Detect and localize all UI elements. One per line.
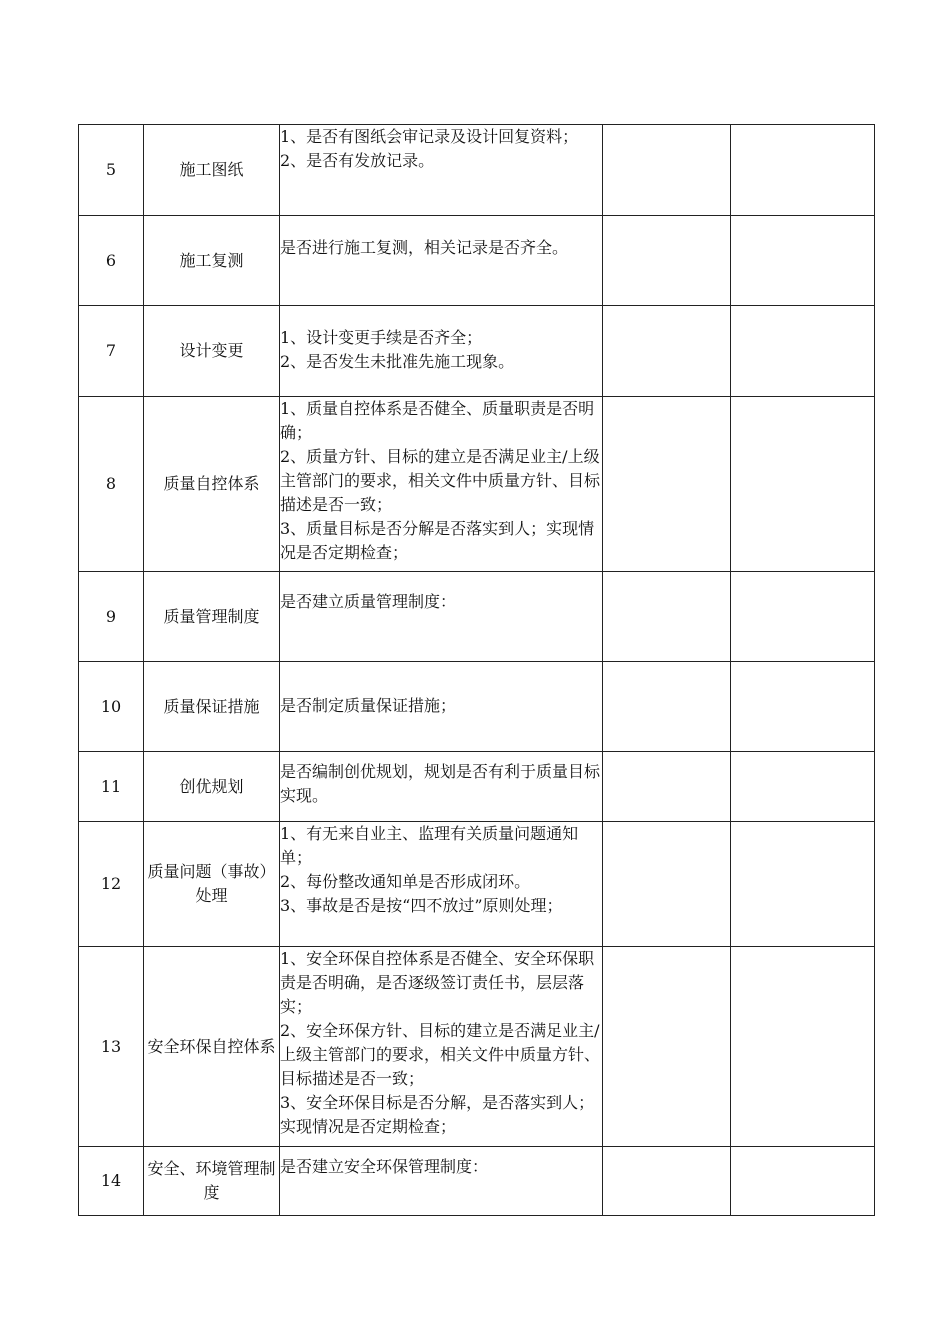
- blank-cell: [603, 216, 731, 306]
- content-line: 1、安全环保自控体系是否健全、安全环保职责是否明确，是否逐级签订责任书，层层落实；: [280, 949, 595, 1016]
- blank-cell: [731, 572, 875, 662]
- table-row: [79, 1147, 875, 1216]
- blank-cell: [603, 306, 731, 397]
- row-item-label: 质量自控体系: [163, 474, 260, 493]
- blank-cell: [731, 216, 875, 306]
- row-item-label: 设计变更: [179, 341, 244, 360]
- content-line: 2、安全环保方针、目标的建立是否满足业主/上级主管部门的要求，相关文件中质量方针、目标描述是否一致；: [280, 1021, 601, 1088]
- row-number: 10: [79, 662, 144, 752]
- row-item-label: 创优规划: [179, 776, 244, 796]
- row-item: [144, 306, 280, 397]
- row-number: 11: [79, 752, 144, 822]
- row-content: [280, 1147, 603, 1216]
- row-item-label: 安全环保自控体系: [147, 1036, 276, 1056]
- content-line: 3、事故是否是按“四不放过”原则处理；: [280, 896, 563, 915]
- content-line: 是否进行施工复测，相关记录是否齐全。: [280, 238, 569, 257]
- row-item: [144, 125, 280, 216]
- row-number: 8: [79, 397, 144, 572]
- row-item-label: 安全、环境管理制度: [147, 1159, 276, 1202]
- content-line: 1、质量自控体系是否健全、质量职责是否明确；: [280, 399, 595, 442]
- blank-cell: [731, 1147, 875, 1216]
- row-item-label: 质量问题（事故）处理: [147, 862, 276, 905]
- checklist-body: [79, 125, 875, 1216]
- row-item-label: 施工图纸: [179, 160, 244, 179]
- table-row: [79, 397, 875, 572]
- row-content: [280, 125, 603, 216]
- table-row: [79, 822, 875, 947]
- blank-cell: [603, 662, 731, 752]
- content-line: 是否编制创优规划，规划是否有利于质量目标实现。: [280, 762, 601, 805]
- row-content: [280, 306, 603, 397]
- content-line: 1、设计变更手续是否齐全；: [280, 328, 483, 347]
- blank-cell: [731, 822, 875, 947]
- row-content: [280, 216, 603, 306]
- content-line: 1、是否有图纸会审记录及设计回复资料；: [280, 127, 579, 146]
- content-line: 是否制定质量保证措施；: [280, 696, 457, 715]
- content-line: 2、质量方针、目标的建立是否满足业主/上级主管部门的要求，相关文件中质量方针、目标描述是否一致；: [280, 447, 601, 514]
- row-content: [280, 397, 603, 572]
- blank-cell: [603, 125, 731, 216]
- table-row: [79, 662, 875, 752]
- blank-cell: [731, 947, 875, 1147]
- blank-cell: [603, 1147, 731, 1216]
- content-line: 1、有无来自业主、监理有关质量问题通知单；: [280, 824, 579, 867]
- blank-cell: [603, 752, 731, 822]
- table-row: [79, 125, 875, 216]
- row-item: [144, 572, 280, 662]
- row-item: [144, 822, 280, 947]
- row-item-label: 施工复测: [179, 250, 244, 270]
- blank-cell: [603, 572, 731, 662]
- row-number: 5: [79, 125, 144, 216]
- row-number: 6: [79, 216, 144, 306]
- row-number: 14: [79, 1147, 144, 1216]
- row-item: [144, 216, 280, 306]
- row-item-label: 质量保证措施: [163, 696, 260, 716]
- table-row: [79, 306, 875, 397]
- blank-cell: [603, 822, 731, 947]
- row-content: [280, 947, 603, 1147]
- table-row: [79, 216, 875, 306]
- row-content: [280, 662, 603, 752]
- row-item: [144, 752, 280, 822]
- table-row: [79, 752, 875, 822]
- table-row: [79, 947, 875, 1147]
- row-number: 7: [79, 306, 144, 397]
- row-item: [144, 947, 280, 1147]
- blank-cell: [603, 947, 731, 1147]
- row-number: 9: [79, 572, 144, 662]
- blank-cell: [731, 125, 875, 216]
- content-line: 2、是否有发放记录。: [280, 151, 435, 170]
- row-item: [144, 397, 280, 572]
- content-line: 是否建立质量管理制度：: [280, 592, 457, 611]
- row-content: [280, 572, 603, 662]
- blank-cell: [731, 397, 875, 572]
- inspection-checklist-table: [78, 124, 875, 1216]
- blank-cell: [731, 752, 875, 822]
- row-number: 13: [79, 947, 144, 1147]
- table-row: [79, 572, 875, 662]
- row-number: 12: [79, 822, 144, 947]
- row-content: [280, 822, 603, 947]
- blank-cell: [731, 306, 875, 397]
- row-item-label: 质量管理制度: [163, 606, 260, 626]
- content-line: 是否建立安全环保管理制度：: [280, 1157, 489, 1176]
- row-item: [144, 662, 280, 752]
- blank-cell: [603, 397, 731, 572]
- content-line: 2、是否发生未批准先施工现象。: [280, 352, 515, 371]
- content-line: 2、每份整改通知单是否形成闭环。: [280, 872, 531, 891]
- content-line: 3、安全环保目标是否分解，是否落实到人；实现情况是否定期检查；: [280, 1093, 595, 1136]
- row-item: [144, 1147, 280, 1216]
- content-line: 3、质量目标是否分解是否落实到人；实现情况是否定期检查；: [280, 519, 595, 562]
- row-content: [280, 752, 603, 822]
- blank-cell: [731, 662, 875, 752]
